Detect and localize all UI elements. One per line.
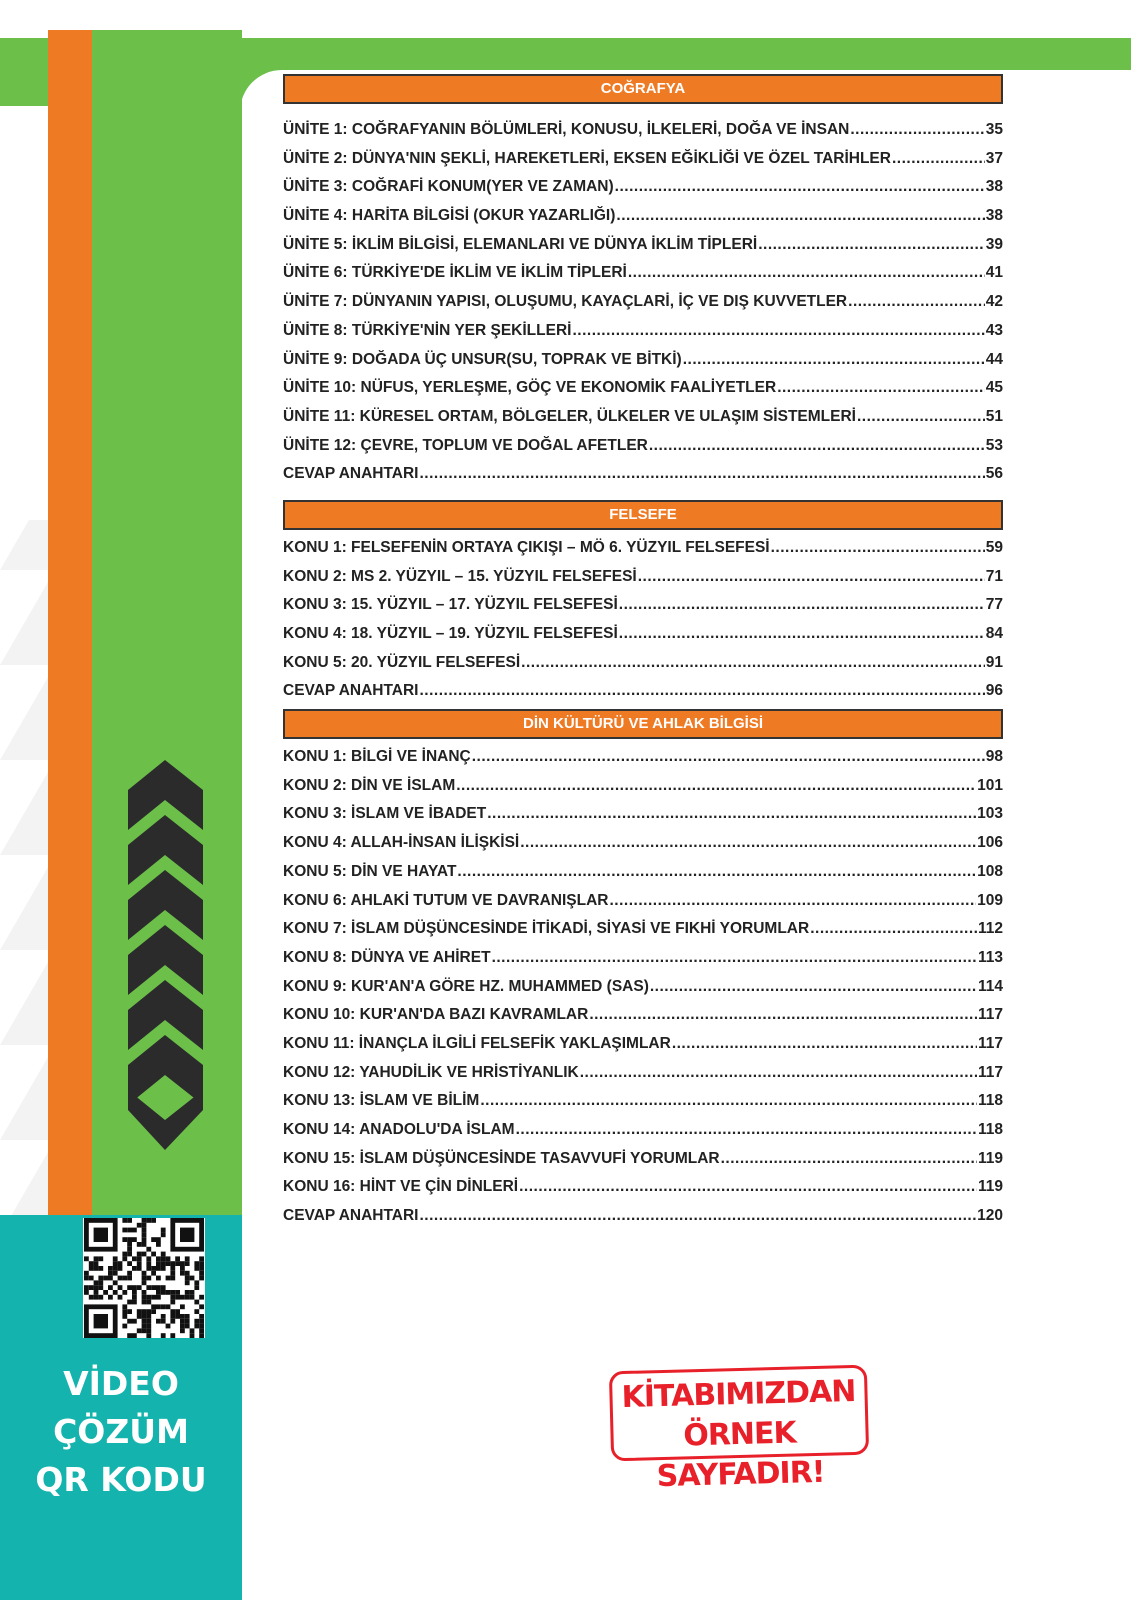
toc-entry-page: 118: [977, 1092, 1003, 1110]
toc-entry-page: 113: [977, 948, 1003, 966]
toc-entry[interactable]: [283, 743, 1003, 772]
toc-entry[interactable]: [283, 1087, 1003, 1116]
toc-entry[interactable]: [283, 259, 1003, 288]
toc-entry-page: 119: [977, 1149, 1003, 1167]
toc-entry-page: 71: [985, 567, 1003, 585]
toc-dot-leader: [492, 944, 977, 973]
toc-dot-leader: [580, 1059, 977, 1088]
toc-entry-page: 38: [985, 178, 1003, 196]
toc-entry-page: 112: [977, 920, 1003, 938]
toc-entry-page: 51: [985, 407, 1003, 425]
toc-dot-leader: [649, 432, 985, 461]
toc-entry[interactable]: [283, 1059, 1003, 1088]
toc-dot-leader: [520, 829, 976, 858]
toc-entry-page: 35: [985, 121, 1003, 138]
toc-dot-leader: [420, 1202, 977, 1231]
table-of-contents: [283, 74, 1003, 1231]
toc-dot-leader: [420, 460, 985, 489]
toc-entry-title: KONU 11: İNANÇLA İLGİLİ FELSEFİK YAKLAŞIMLAR: [283, 1034, 671, 1052]
toc-dot-leader: [892, 145, 985, 174]
toc-entry-title: KONU 13: İSLAM VE BİLİM: [283, 1092, 480, 1110]
toc-dot-leader: [516, 1116, 977, 1145]
toc-entry-title: ÜNİTE 12: ÇEVRE, TOPLUM VE DOĞAL AFETLER: [283, 436, 648, 454]
toc-entry-title: ÜNİTE 7: DÜNYANIN YAPISI, OLUŞUMU, KAYAÇLARİ, İÇ VE DIŞ KUVVETLER: [283, 293, 848, 311]
toc-dot-leader: [480, 1087, 977, 1116]
sample-page-stamp: [609, 1365, 869, 1495]
toc-entry-title: ÜNİTE 3: COĞRAFİ KONUM(YER VE ZAMAN): [283, 178, 614, 196]
toc-entry[interactable]: [283, 800, 1003, 829]
toc-entry-title: KONU 12: YAHUDİLİK VE HRİSTİYANLIK: [283, 1063, 579, 1081]
toc-entry-title: KONU 4: ALLAH-İNSAN İLİŞKİSİ: [283, 834, 520, 852]
toc-entry[interactable]: [283, 346, 1003, 375]
toc-dot-leader: [487, 800, 976, 829]
toc-entry[interactable]: [283, 944, 1003, 973]
toc-entry-page: 98: [985, 748, 1003, 766]
toc-entry-page: 84: [985, 625, 1003, 642]
toc-entry-title: KONU 2: MS 2. YÜZYIL – 15. YÜZYIL FELSEFESİ: [283, 567, 637, 585]
toc-entry-page: 44: [985, 350, 1003, 368]
chevron-arrows-icon: [128, 760, 203, 1150]
toc-entry[interactable]: [283, 534, 1003, 563]
toc-entry[interactable]: [283, 1202, 1003, 1231]
toc-entry-title: CEVAP ANAHTARI: [283, 1207, 419, 1225]
toc-entry[interactable]: [283, 677, 1003, 706]
toc-entry-title: KONU 7: İSLAM DÜŞÜNCESİNDE İTİKADİ, SİYASİ VE FIKHİ YORUMLAR: [283, 920, 810, 938]
toc-entry-page: 103: [977, 805, 1003, 823]
toc-dot-leader: [616, 202, 984, 231]
section-items-cografya: [283, 116, 1003, 489]
toc-entry-title: ÜNİTE 10: NÜFUS, YERLEŞME, GÖÇ VE EKONOMİK FAALİYETLER: [283, 379, 777, 397]
toc-entry-title: KONU 2: DİN VE İSLAM: [283, 776, 456, 794]
toc-dot-leader: [457, 858, 976, 887]
toc-entry-page: 91: [985, 653, 1003, 671]
toc-entry[interactable]: [283, 374, 1003, 403]
toc-entry[interactable]: [283, 1145, 1003, 1174]
video-label-line3: QR KODU: [35, 1460, 207, 1499]
toc-dot-leader: [810, 915, 977, 944]
toc-entry-title: KONU 8: DÜNYA VE AHİRET: [283, 948, 491, 966]
toc-dot-leader: [519, 1173, 977, 1202]
toc-dot-leader: [521, 649, 985, 678]
toc-entry[interactable]: [283, 145, 1003, 174]
section-header-din-kulturu: DİN KÜLTÜRÜ VE AHLAK BİLGİSİ: [283, 709, 1003, 739]
toc-dot-leader: [572, 317, 984, 346]
toc-entry-page: 39: [985, 235, 1003, 253]
toc-entry[interactable]: [283, 591, 1003, 620]
toc-dot-leader: [472, 743, 985, 772]
video-solution-label: [0, 1360, 242, 1504]
toc-dot-leader: [615, 173, 985, 202]
toc-dot-leader: [610, 887, 977, 916]
toc-entry[interactable]: [283, 1116, 1003, 1145]
toc-dot-leader: [589, 1001, 977, 1030]
toc-entry-page: 117: [977, 1063, 1003, 1081]
toc-entry-title: KONU 15: İSLAM DÜŞÜNCESİNDE TASAVVUFİ YORUMLAR: [283, 1149, 720, 1167]
toc-dot-leader: [650, 973, 977, 1002]
toc-entry-title: KONU 4: 18. YÜZYIL – 19. YÜZYIL FELSEFESİ: [283, 625, 618, 642]
toc-entry-page: 41: [985, 264, 1003, 282]
toc-entry[interactable]: [283, 231, 1003, 260]
section-items-din-kulturu: [283, 743, 1003, 1231]
toc-entry-title: KONU 1: FELSEFENİN ORTAYA ÇIKIŞI – MÖ 6. YÜZYIL FELSEFESİ: [283, 538, 770, 556]
toc-dot-leader: [777, 374, 985, 403]
toc-entry-page: 117: [977, 1034, 1003, 1052]
toc-entry-page: 56: [985, 465, 1003, 483]
toc-entry-title: CEVAP ANAHTARI: [283, 682, 419, 700]
toc-entry-page: 77: [985, 596, 1003, 614]
toc-dot-leader: [619, 620, 985, 649]
toc-entry-page: 53: [985, 436, 1003, 454]
toc-entry-page: 38: [985, 207, 1003, 225]
toc-entry[interactable]: [283, 858, 1003, 887]
toc-entry-title: KONU 16: HİNT VE ÇİN DİNLERİ: [283, 1178, 519, 1196]
toc-entry[interactable]: [283, 772, 1003, 801]
toc-entry[interactable]: [283, 173, 1003, 202]
qr-code-icon[interactable]: [83, 1218, 205, 1338]
toc-entry-title: KONU 6: AHLAKİ TUTUM VE DAVRANIŞLAR: [283, 891, 609, 909]
toc-dot-leader: [721, 1145, 977, 1174]
toc-entry-page: 59: [985, 538, 1003, 556]
toc-dot-leader: [850, 116, 984, 145]
toc-entry-page: 96: [985, 682, 1003, 700]
toc-entry[interactable]: [283, 1173, 1003, 1202]
toc-entry-title: ÜNİTE 5: İKLİM BİLGİSİ, ELEMANLARI VE DÜNYA İKLİM TİPLERİ: [283, 235, 758, 253]
toc-entry-title: KONU 5: 20. YÜZYIL FELSEFESİ: [283, 653, 521, 671]
section-items-felsefe: [283, 534, 1003, 706]
toc-entry[interactable]: [283, 116, 1003, 145]
section-header-felsefe: FELSEFE: [283, 500, 1003, 530]
toc-entry-title: KONU 3: 15. YÜZYIL – 17. YÜZYIL FELSEFESİ: [283, 596, 618, 614]
toc-entry[interactable]: [283, 915, 1003, 944]
toc-entry-page: 109: [977, 891, 1003, 909]
toc-dot-leader: [857, 403, 985, 432]
video-label-line2: ÇÖZÜM: [53, 1412, 189, 1451]
toc-entry[interactable]: [283, 202, 1003, 231]
toc-entry[interactable]: [283, 432, 1003, 461]
section-header-cografya: COĞRAFYA: [283, 74, 1003, 104]
toc-entry-page: 101: [977, 776, 1003, 794]
toc-entry-title: ÜNİTE 11: KÜRESEL ORTAM, BÖLGELER, ÜLKELER VE ULAŞIM SİSTEMLERİ: [283, 407, 856, 425]
toc-entry[interactable]: [283, 620, 1003, 649]
video-label-line1: VİDEO: [63, 1364, 179, 1403]
toc-dot-leader: [628, 259, 985, 288]
orange-side-strip: [48, 30, 94, 1220]
stamp-line1: KİTABIMIZDAN: [621, 1373, 856, 1416]
toc-entry-page: 106: [977, 834, 1003, 852]
toc-entry-page: 108: [977, 862, 1003, 880]
toc-entry[interactable]: [283, 288, 1003, 317]
toc-entry[interactable]: [283, 649, 1003, 678]
toc-entry-title: KONU 3: İSLAM VE İBADET: [283, 805, 487, 823]
toc-dot-leader: [638, 563, 985, 592]
toc-entry-title: KONU 14: ANADOLU'DA İSLAM: [283, 1121, 515, 1138]
toc-dot-leader: [848, 288, 985, 317]
toc-dot-leader: [619, 591, 985, 620]
toc-entry-title: ÜNİTE 8: TÜRKİYE'NİN YER ŞEKİLLERİ: [283, 321, 572, 339]
toc-entry-page: 117: [977, 1006, 1003, 1024]
toc-entry-title: KONU 10: KUR'AN'DA BAZI KAVRAMLAR: [283, 1006, 589, 1024]
toc-entry-title: ÜNİTE 6: TÜRKİYE'DE İKLİM VE İKLİM TİPLERİ: [283, 264, 627, 282]
toc-entry-page: 42: [985, 293, 1003, 311]
toc-dot-leader: [420, 677, 985, 706]
toc-entry-page: 43: [985, 321, 1003, 339]
toc-entry-title: ÜNİTE 1: COĞRAFYANIN BÖLÜMLERİ, KONUSU, İLKELERİ, DOĞA VE İNSAN: [283, 121, 850, 138]
toc-dot-leader: [758, 231, 985, 260]
toc-entry[interactable]: [283, 460, 1003, 489]
toc-entry-title: KONU 9: KUR'AN'A GÖRE HZ. MUHAMMED (SAS): [283, 977, 649, 995]
toc-entry-page: 114: [977, 977, 1003, 995]
toc-entry-title: KONU 1: BİLGİ VE İNANÇ: [283, 748, 471, 766]
toc-entry[interactable]: [283, 403, 1003, 432]
toc-entry[interactable]: [283, 1030, 1003, 1059]
toc-entry-page: 37: [985, 149, 1003, 167]
toc-dot-leader: [771, 534, 985, 563]
toc-entry-title: ÜNİTE 2: DÜNYA'NIN ŞEKLİ, HAREKETLERİ, EKSEN EĞİKLİĞİ VE ÖZEL TARİHLER: [283, 149, 891, 167]
toc-entry[interactable]: [283, 563, 1003, 592]
toc-entry-page: 45: [985, 379, 1003, 397]
toc-entry-title: ÜNİTE 9: DOĞADA ÜÇ UNSUR(SU, TOPRAK VE BİTKİ): [283, 350, 682, 368]
toc-entry[interactable]: [283, 829, 1003, 858]
toc-entry[interactable]: [283, 973, 1003, 1002]
toc-dot-leader: [683, 346, 985, 375]
toc-entry[interactable]: [283, 887, 1003, 916]
toc-entry-title: CEVAP ANAHTARI: [283, 465, 419, 483]
toc-dot-leader: [456, 772, 976, 801]
toc-entry[interactable]: [283, 317, 1003, 346]
stamp-line2: ÖRNEK SAYFADIR!: [656, 1415, 825, 1495]
toc-entry[interactable]: [283, 1001, 1003, 1030]
toc-entry-page: 118: [977, 1121, 1003, 1138]
toc-entry-title: KONU 5: DİN VE HAYAT: [283, 862, 457, 880]
toc-entry-page: 119: [977, 1178, 1003, 1196]
toc-entry-title: ÜNİTE 4: HARİTA BİLGİSİ (OKUR YAZARLIĞI): [283, 207, 616, 225]
toc-dot-leader: [672, 1030, 977, 1059]
toc-entry-page: 120: [977, 1207, 1003, 1225]
